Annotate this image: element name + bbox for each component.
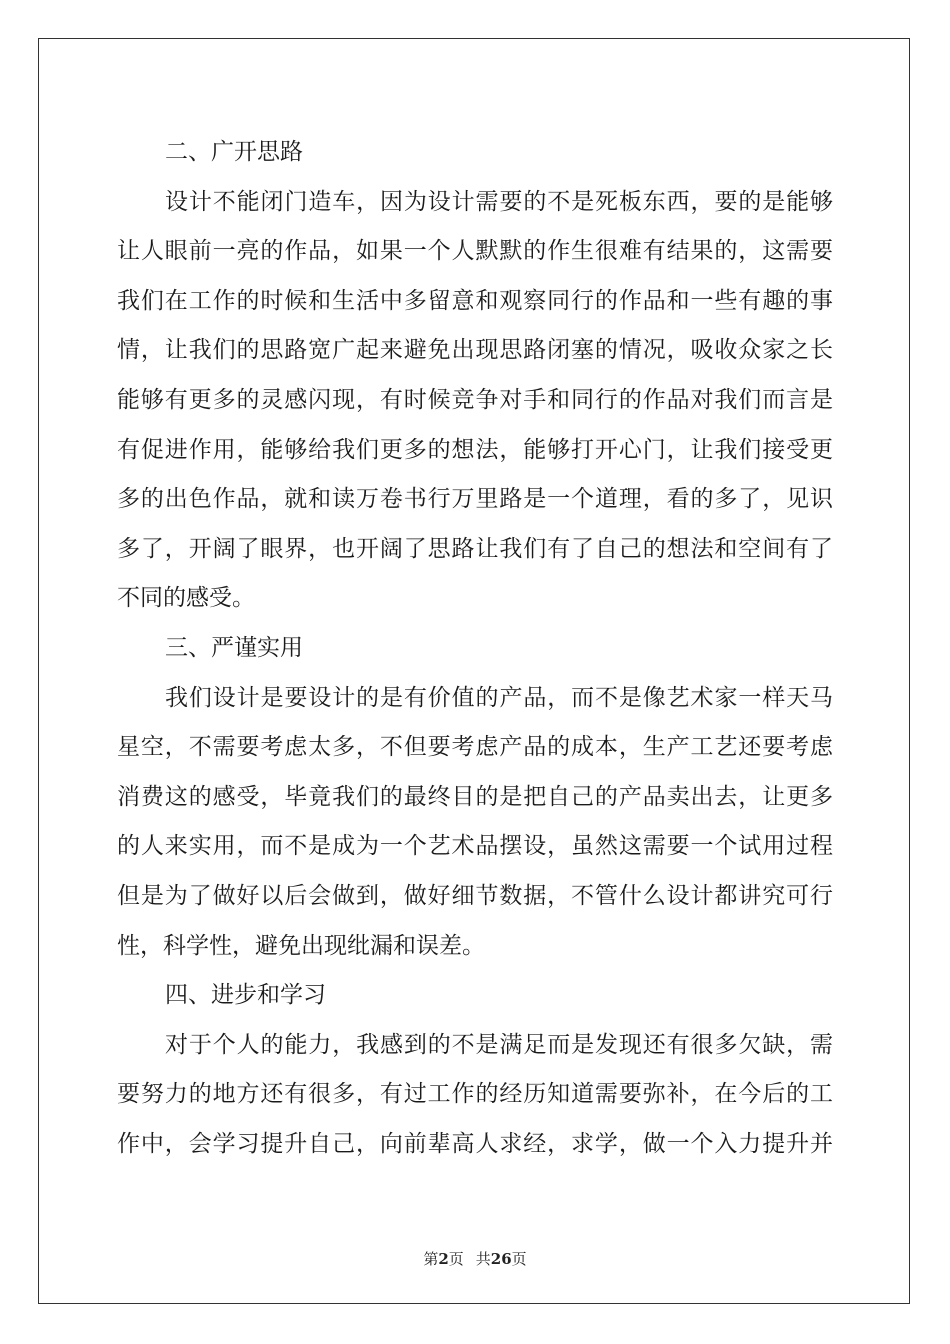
paragraph-line: 我们设计是要设计的是有价值的产品，而不是像艺术家一样天马	[165, 684, 833, 711]
section-heading: 二、广开思路	[165, 139, 303, 165]
total-pages-unit: 页	[511, 1250, 527, 1268]
paragraph-line: 的人来实用，而不是成为一个艺术品摆设，虽然这需要一个试用过程	[117, 833, 833, 860]
paragraph-line: 有促进作用，能够给我们更多的想法，能够打开心门，让我们接受更	[117, 436, 833, 463]
paragraph-line: 让人眼前一亮的作品，如果一个人默默的作生很难有结果的，这需要	[117, 238, 833, 265]
page-number-unit: 页	[448, 1250, 464, 1268]
paragraph-line: 作中，会学习提升自己，向前辈高人求经，求学，做一个入力提升并	[117, 1130, 833, 1157]
page-footer	[0, 1249, 950, 1269]
total-pages-prefix: 共	[475, 1250, 491, 1268]
total-pages: 26	[490, 1250, 512, 1268]
page-number-prefix: 第	[423, 1250, 439, 1268]
page-number: 2	[438, 1250, 449, 1268]
paragraph-line: 星空，不需要考虑太多，不但要考虑产品的成本，生产工艺还要考虑	[117, 734, 833, 761]
paragraph-line: 但是为了做好以后会做到，做好细节数据，不管什么设计都讲究可行	[117, 882, 833, 909]
paragraph-line: 消费这的感受，毕竟我们的最终目的是把自己的产品卖出去，让更多	[117, 783, 833, 810]
paragraph-line: 设计不能闭门造车，因为设计需要的不是死板东西，要的是能够	[165, 188, 833, 215]
paragraph-line: 多了，开阔了眼界，也开阔了思路让我们有了自己的想法和空间有了	[117, 535, 833, 562]
section-heading: 四、进步和学习	[165, 982, 326, 1009]
paragraph-line: 性，科学性，避免出现纰漏和误差。	[117, 932, 485, 959]
section-heading: 三、严谨实用	[165, 634, 303, 661]
paragraph-line: 我们在工作的时候和生活中多留意和观察同行的作品和一些有趣的事	[117, 287, 833, 314]
paragraph-line: 多的出色作品，就和读万卷书行万里路是一个道理，看的多了，见识	[117, 486, 833, 513]
paragraph-line: 对于个人的能力，我感到的不是满足而是发现还有很多欠缺，需	[165, 1031, 833, 1058]
paragraph-line: 要努力的地方还有很多，有过工作的经历知道需要弥补，在今后的工	[117, 1081, 833, 1108]
paragraph-line: 不同的感受。	[117, 585, 255, 612]
document-body	[117, 128, 833, 1169]
paragraph-line: 能够有更多的灵感闪现，有时候竞争对手和同行的作品对我们而言是	[117, 386, 833, 413]
paragraph-line: 情，让我们的思路宽广起来避免出现思路闭塞的情况，吸收众家之长	[117, 337, 833, 364]
